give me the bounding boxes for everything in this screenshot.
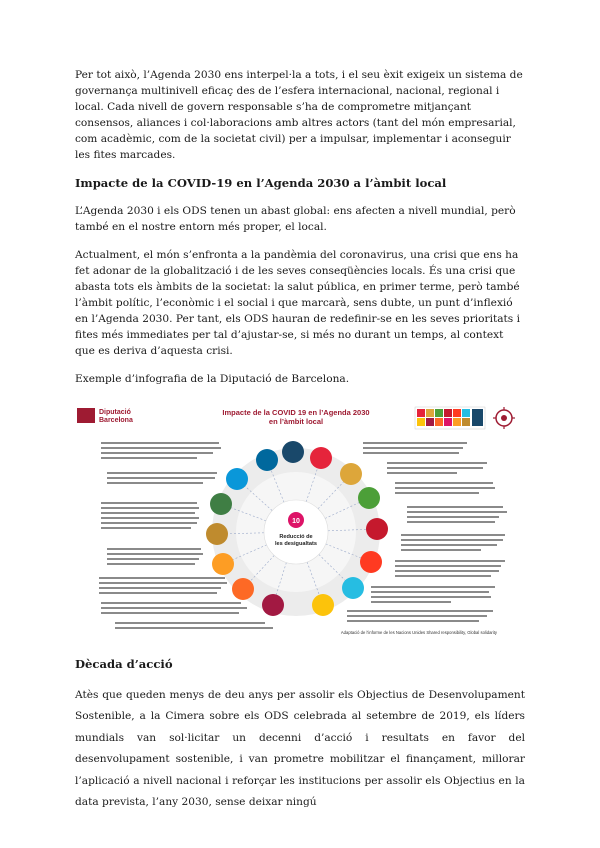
center-label-line-1: Reducció de [279, 533, 313, 540]
ods-16-circle [256, 449, 278, 471]
ods-4-circle [366, 518, 388, 540]
ods-6-circle [342, 577, 364, 599]
decade-paragraph: Atès que queden menys de deu anys per assolir els Objectius de Desenvolupament Sostenible, a la Cimera sobre els ODS celebrada al setembre de 2019, els líders mundials van sol·licitar un decenni d’acció i resultats en favor del desenvolupament sostenible, i van prometre mobilitzar el finançament, millorar l’aplicació a nivell nacional i reforçar les institucions per assolir els Objectius en la data prevista, l’any 2030, sense deixar ningú [75, 688, 525, 808]
brand-logo-mark [77, 408, 95, 423]
ods-5-circle [360, 551, 382, 573]
covid-heading: Impacte de la COVID-19 en l’Agenda 2030 a l’àmbit local [75, 176, 447, 191]
ods-1-circle [310, 447, 332, 469]
ods-14-circle [226, 468, 248, 490]
ods-13-circle [210, 493, 232, 515]
covid-infographic [71, 402, 527, 640]
ods-2-circle [340, 463, 362, 485]
center-ods-number: 10 [292, 517, 300, 525]
virus-icon [493, 407, 515, 429]
covid-paragraph-2: Actualment, el món s’enfronta a la pandèmia del coronavirus, una crisi que ens ha fet adonar de la globalització i de les seves conseqüències locals. És una crisi que abasta tots els àmbits de la societat: la salut pública, en primer terme, però també l’àmbit polític, l’econòmic i el social i que marcarà, sens dubte, un punt d’inflexió en l’Agenda 2030. Per tant, els ODS hauran de redefinir-se en les seves prioritats i fites més immediates per tal d’ajustar-se, si més no durant un temps, al context que es deriva d’aquesta crisi. [75, 249, 521, 357]
intro-paragraph: Per tot això, l’Agenda 2030 ens interpel·la a tots, i el seu èxit exigeix un sistema de governança multinivell eficaç des de l’esfera internacional, nacional, regional i local. Cada nivell de govern responsable s’ha de comprometre mitjançant consensos, aliances i col·laboracions amb altres actors (tant del món empresarial, com acadèmic, com de la societat civil) per a impulsar, implementar i aconseguir les fites marcades. [75, 69, 523, 161]
ods-17-circle [282, 441, 304, 463]
ods-9-circle [232, 578, 254, 600]
logo-line-2: Barcelona [99, 416, 133, 424]
ods-11-circle [212, 553, 234, 575]
infographic-title-line-2: en l’àmbit local [268, 416, 324, 426]
example-caption: Exemple d’infografia de la Diputació de Barcelona. [75, 372, 350, 385]
ods-7-circle [312, 594, 334, 616]
infographic-footer: Adaptació de l’informe de les Nacions Unides Shared responsibility, Global solidarity [340, 629, 497, 635]
center-ods-10-circle [264, 500, 328, 564]
infographic-title-line-1: Impacte de la COVID 19 en l’Agenda 2030 [222, 407, 370, 417]
ods-8-circle [262, 594, 284, 616]
center-label-line-2: les desigualtats [275, 540, 317, 547]
document-page [75, 68, 525, 814]
decade-heading: Dècada d’acció [75, 656, 173, 671]
logo-line-1: Diputació [99, 408, 131, 416]
ods-12-circle [206, 523, 228, 545]
ods-3-circle [358, 487, 380, 509]
sdg-logo-strip [415, 407, 485, 429]
covid-paragraph-1: L’Agenda 2030 i els ODS tenen un abast global: ens afecten a nivell mundial, però també en el nostre entorn més proper, el local. [75, 205, 516, 234]
